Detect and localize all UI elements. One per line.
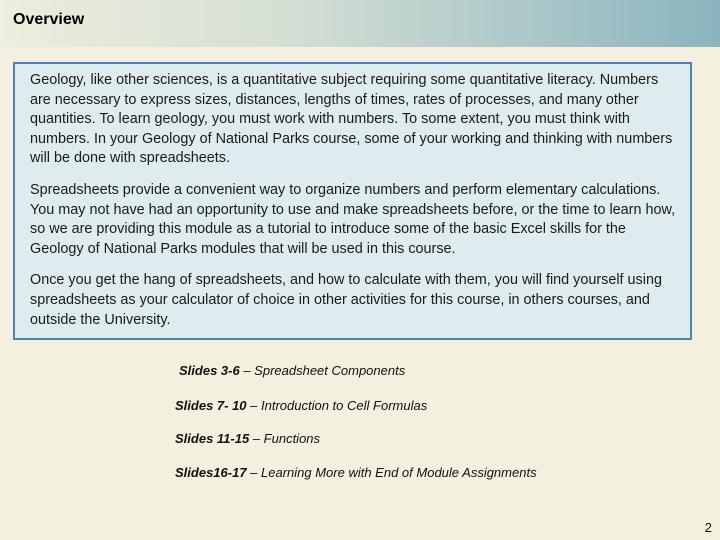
- slide-range: Slides 7- 10: [175, 398, 247, 413]
- slide-topic: – Learning More with End of Module Assignments: [250, 465, 537, 480]
- page-title: Overview: [13, 11, 85, 28]
- slide-range: Slides 11-15: [175, 431, 250, 446]
- intro-paragraph-2: Spreadsheets provide a convenient way to organize numbers and perform elementary calculations. You may not have had an opportunity to use and make spreadsheets before, or the time to learn how, so we are providing this module as a tutorial to introduce some of the basic Excel skills for the Geology of National Parks modules that will be used in this course.: [30, 181, 676, 257]
- intro-paragraph-3: Once you get the hang of spreadsheets, and how to calculate with them, you will find yourself using spreadsheets as your calculator of choice in other activities for this course, in others courses, and outside the University.: [30, 272, 662, 328]
- slide-list-item: [175, 398, 427, 413]
- slide-list-item: [175, 431, 320, 446]
- slide-topic: – Functions: [252, 431, 321, 446]
- page-number: 2: [704, 520, 712, 535]
- slide-list-item: [175, 465, 537, 480]
- slide-range: Slides 3-6: [179, 363, 240, 378]
- intro-text-box: [13, 62, 692, 340]
- intro-paragraph-1: Geology, like other sciences, is a quantitative subject requiring some quantitative literacy. Numbers are necessary to express sizes, distances, lengths of times, rates of processes, and many other quantities. To learn geology, you must work with numbers. To some extent, you must think with numbers. In your Geology of National Parks course, some of your working and thinking with numbers will be done with spreadsheets.: [30, 72, 673, 167]
- slide-topic: – Spreadsheet Components: [243, 363, 406, 378]
- slide-topic: – Introduction to Cell Formulas: [250, 398, 428, 413]
- slide-list-item: [179, 363, 405, 378]
- slide-range: Slides16-17: [175, 465, 247, 480]
- title-bar: [0, 0, 720, 47]
